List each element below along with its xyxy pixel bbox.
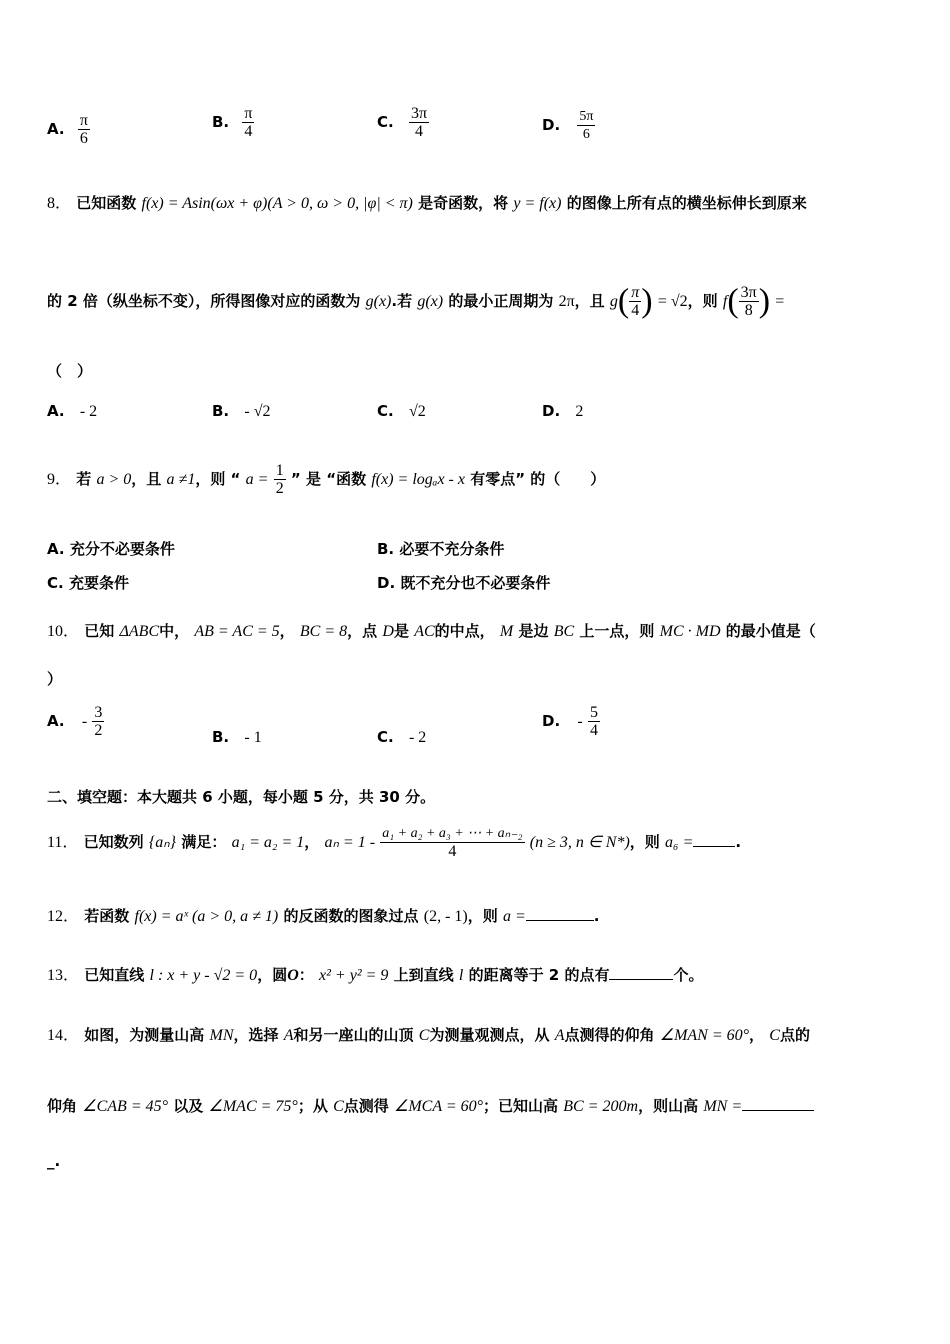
q11-line1	[47, 825, 741, 860]
text: 若函数	[84, 907, 130, 925]
q9-option-c	[47, 572, 129, 593]
text: 中，	[159, 622, 190, 640]
text: 是	[393, 622, 409, 640]
paren: (	[727, 282, 739, 320]
question-number: 11．	[47, 834, 79, 851]
formula: MN =	[703, 1098, 743, 1115]
option-letter: C.	[377, 402, 394, 420]
answer-blank[interactable]	[609, 979, 673, 980]
numerator: 3π	[740, 284, 757, 301]
text: 的反函数的图象过点	[283, 907, 419, 925]
minus-sign: -	[81, 713, 88, 730]
option-letter: D.	[542, 712, 561, 730]
text: ，且	[574, 292, 605, 310]
numerator: π	[244, 105, 253, 122]
option-letter: B.	[377, 540, 395, 558]
text: ” 是 “函数	[290, 470, 367, 488]
denominator: 6	[79, 130, 88, 147]
formula: D	[382, 623, 394, 640]
q8-option-d	[542, 402, 583, 421]
text: ，选择	[233, 1026, 279, 1044]
formula: AC	[414, 623, 435, 640]
numerator: π	[631, 284, 640, 301]
text: ，	[279, 622, 295, 640]
text: 已知函数	[76, 194, 137, 212]
q7-option-c	[377, 105, 429, 140]
fraction	[577, 108, 595, 143]
text: ，则山高	[638, 1097, 699, 1115]
formula: C	[333, 1098, 344, 1115]
formula: A	[554, 1027, 565, 1044]
q8-answer-paren: （ ）	[47, 362, 93, 380]
q10-option-d	[542, 704, 600, 739]
question-number: 14．	[47, 1027, 80, 1044]
question-number: 10．	[47, 623, 80, 640]
paren: )	[758, 282, 771, 320]
formula: 2π	[558, 293, 575, 310]
q8-line2	[47, 284, 784, 319]
text: 点的	[779, 1026, 810, 1044]
q10-line1	[47, 618, 816, 641]
formula: a > 0	[96, 471, 132, 488]
text: ，则	[467, 907, 498, 925]
text: 已知数列	[83, 833, 144, 851]
option-value: - 2	[408, 729, 427, 746]
q9-line1	[47, 462, 605, 497]
formula: ∠MAC = 75°	[208, 1098, 298, 1115]
text: 的图像上所有点的横坐标伸长到原来	[566, 194, 807, 212]
q7-option-b	[212, 105, 254, 140]
formula: g	[609, 293, 618, 310]
option-value: - 2	[79, 403, 98, 420]
denominator: 2	[94, 722, 103, 739]
answer-blank[interactable]	[742, 1110, 814, 1111]
q8-option-b	[212, 402, 270, 421]
text: .	[735, 833, 742, 851]
denominator: 4	[589, 722, 598, 739]
numerator: 1	[275, 462, 284, 479]
formula: O	[287, 967, 299, 984]
formula: AB = AC = 5	[194, 623, 280, 640]
text: 满足：	[181, 833, 227, 851]
fraction	[92, 704, 104, 739]
formula: BC = 200m	[563, 1098, 639, 1115]
denominator: 4	[631, 302, 640, 319]
fraction	[380, 825, 524, 860]
q14-line1	[47, 1022, 810, 1045]
formula: a =	[502, 908, 526, 925]
option-value: 2	[575, 403, 584, 420]
denominator: 8	[744, 302, 753, 319]
formula: {aₙ}	[148, 834, 177, 851]
text: 是边	[518, 622, 549, 640]
denominator: 4	[414, 123, 423, 140]
text: 已知直线	[84, 966, 145, 984]
numerator: 5π	[579, 109, 594, 124]
answer-blank[interactable]	[693, 846, 735, 847]
option-text: 充要条件	[68, 574, 129, 592]
option-value: - √2	[244, 403, 271, 420]
paren: (	[617, 282, 630, 320]
text: 上到直线	[393, 966, 454, 984]
q7-option-d	[542, 108, 595, 143]
text: 以及	[173, 1097, 204, 1115]
text: 的距离等于 2 的点有	[468, 966, 610, 984]
formula: BC	[553, 623, 575, 640]
fraction	[588, 704, 600, 739]
formula: f(x) = logₐx - x	[371, 471, 465, 488]
q10-option-b	[212, 728, 262, 747]
text: .若	[391, 292, 413, 310]
text: ，	[304, 833, 320, 851]
q10-close-paren: ）	[47, 670, 63, 688]
formula: a₁ = a₂ = 1	[231, 834, 305, 851]
section-heading: 二、填空题：本大题共 6 小题，每小题 5 分，共 30 分。	[47, 788, 436, 806]
text: ，圆	[257, 966, 288, 984]
text: 的中点，	[434, 622, 495, 640]
text: 的 2 倍（纵坐标不变），所得图像对应的函数为	[47, 292, 361, 310]
formula: f(x) = aˣ (a > 0, a ≠ 1)	[134, 908, 279, 925]
q12-line1	[47, 903, 599, 926]
text: 如图，为测量山高	[84, 1026, 205, 1044]
option-letter: A.	[47, 712, 65, 730]
fraction	[78, 112, 90, 147]
answer-blank[interactable]	[526, 920, 594, 921]
formula: M	[499, 623, 514, 640]
text: 为测量观测点，从	[429, 1026, 550, 1044]
option-letter: B.	[212, 113, 230, 131]
q9-option-d	[377, 572, 550, 593]
formula: MN	[209, 1027, 234, 1044]
fraction	[629, 284, 641, 319]
fraction	[274, 462, 286, 497]
text: 的最小值是（	[725, 622, 816, 640]
formula: g(x)	[417, 293, 444, 310]
q7-option-a	[47, 112, 90, 147]
formula: l	[458, 967, 464, 984]
q9-option-a	[47, 538, 175, 559]
denominator: 2	[275, 480, 284, 497]
formula: (2, - 1)	[423, 908, 468, 925]
formula: ∠MCA = 60°	[393, 1098, 484, 1115]
option-letter: B.	[212, 728, 230, 746]
q10-option-a	[47, 704, 104, 739]
text: 的最小正周期为	[448, 292, 554, 310]
formula: f	[722, 293, 728, 310]
formula: f(x) = Asin(ωx + φ)(A > 0, ω > 0, |φ| < π)	[141, 195, 413, 212]
text: 上一点，则	[579, 622, 655, 640]
text: 是奇函数，将	[418, 194, 509, 212]
formula: y = f(x)	[513, 195, 562, 212]
option-letter: C.	[47, 574, 64, 592]
denominator: 4	[448, 843, 457, 860]
text: 已知	[84, 622, 115, 640]
q10-option-c	[377, 728, 426, 747]
option-text: 必要不充分条件	[399, 540, 505, 558]
option-letter: D.	[542, 116, 561, 134]
option-letter: B.	[212, 402, 230, 420]
option-letter: A.	[47, 120, 65, 138]
option-value: √2	[408, 403, 426, 420]
question-number: 9．	[47, 471, 72, 488]
option-letter: A.	[47, 540, 65, 558]
text: .	[593, 907, 600, 925]
question-number: 12．	[47, 908, 80, 925]
text: 有零点” 的（ ）	[470, 470, 606, 488]
question-number: 13．	[47, 967, 80, 984]
option-letter: D.	[377, 574, 396, 592]
formula: A	[283, 1027, 294, 1044]
formula: BC = 8	[299, 623, 348, 640]
formula: ∠MAN = 60°	[659, 1027, 750, 1044]
text: 个。	[673, 966, 704, 984]
fraction	[739, 284, 759, 319]
numerator: 3π	[410, 105, 428, 122]
q13-line1	[47, 962, 703, 985]
text: 点测得	[343, 1097, 389, 1115]
option-letter: C.	[377, 728, 394, 746]
numerator: 5	[589, 704, 598, 721]
text: ，且	[131, 470, 162, 488]
text: 仰角	[47, 1097, 78, 1115]
text: 若	[76, 470, 92, 488]
q8-line1	[47, 190, 807, 213]
text: ；已知山高	[483, 1097, 559, 1115]
option-letter: C.	[377, 113, 394, 131]
text: ，则 “	[195, 470, 241, 488]
minus-sign: -	[577, 713, 583, 730]
formula: x² + y² = 9	[319, 967, 389, 984]
formula: aₙ = 1 -	[324, 834, 376, 851]
paren: )	[641, 282, 653, 320]
option-letter: D.	[542, 402, 561, 420]
formula: a₆ =	[665, 834, 694, 851]
formula: ΔABC	[119, 623, 160, 640]
text: ，则	[629, 833, 660, 851]
question-number: 8．	[47, 195, 72, 212]
q14-line3: _.	[47, 1152, 61, 1170]
fraction	[409, 105, 429, 140]
text: 和另一座山的山顶	[293, 1026, 414, 1044]
text: ：	[298, 966, 314, 984]
formula: C	[418, 1027, 430, 1044]
formula: a =	[245, 471, 269, 488]
formula: = √2	[657, 293, 688, 310]
q14-line2	[47, 1095, 814, 1116]
formula: (n ≥ 3, n ∈ N*)	[529, 834, 630, 851]
numerator: a₁ + a₂ + a₃ + ⋯ + aₙ₋₂	[382, 826, 523, 841]
option-letter: A.	[47, 402, 65, 420]
q9-option-b	[377, 538, 504, 559]
formula: ∠CAB = 45°	[82, 1098, 169, 1115]
numerator: 3	[94, 704, 103, 721]
text: ；从	[297, 1097, 328, 1115]
numerator: π	[79, 112, 88, 129]
formula: =	[775, 293, 785, 310]
formula: g(x)	[365, 293, 392, 310]
denominator: 4	[244, 123, 253, 140]
q8-option-a	[47, 402, 97, 421]
formula: a ≠1	[166, 471, 196, 488]
text: 点测得的仰角	[564, 1026, 655, 1044]
option-value: - 1	[244, 729, 262, 746]
denominator: 6	[582, 127, 590, 142]
option-text: 既不充分也不必要条件	[400, 574, 551, 592]
text: ，点	[347, 622, 378, 640]
fraction	[242, 105, 254, 140]
formula: C	[769, 1027, 780, 1044]
q8-option-c	[377, 402, 426, 421]
formula: MC · MD	[659, 623, 721, 640]
option-text: 充分不必要条件	[69, 540, 175, 558]
text: ，	[749, 1026, 765, 1044]
formula: l : x + y - √2 = 0	[149, 967, 258, 984]
text: ，则	[687, 292, 718, 310]
